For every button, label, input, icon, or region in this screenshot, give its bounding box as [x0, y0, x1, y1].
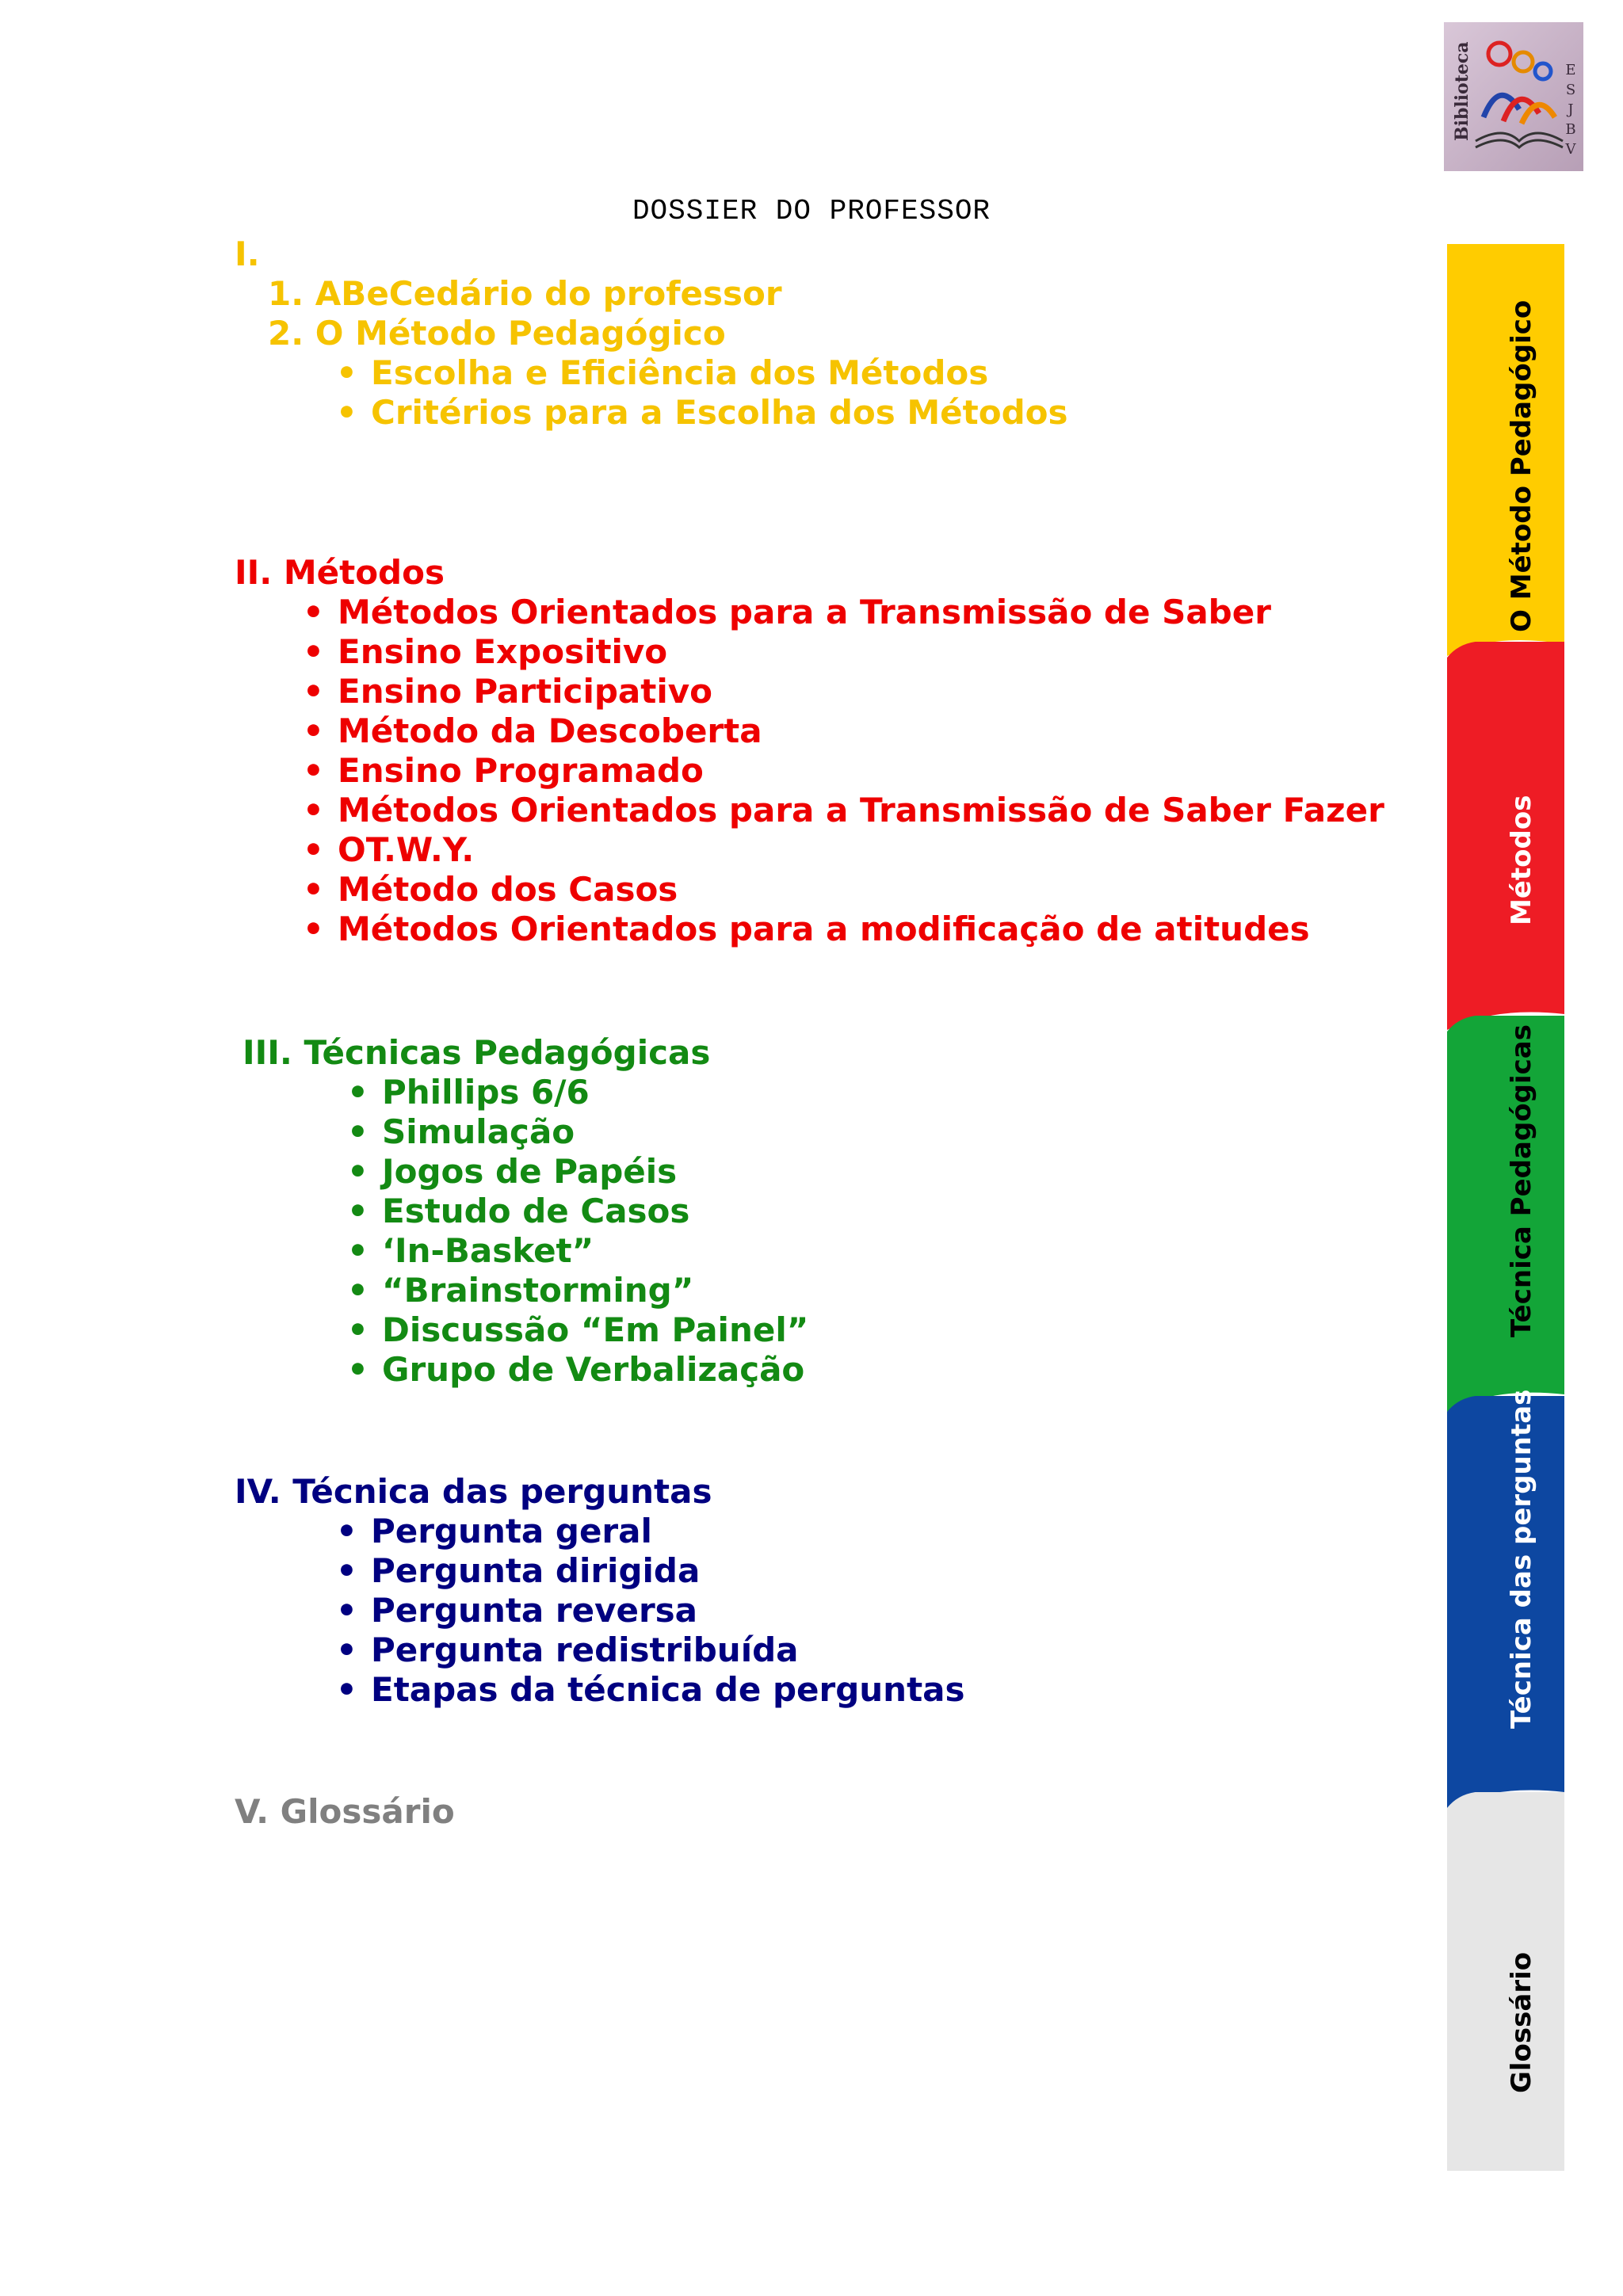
tab-label: Técnica Pedagógicas: [1506, 1024, 1537, 1337]
toc-item: • Pergunta redistribuída: [336, 1630, 799, 1669]
toc-item: • Método dos Casos: [303, 870, 678, 909]
toc-item: • Simulação: [347, 1112, 575, 1151]
tab-metodo-pedagogico[interactable]: [1447, 244, 1564, 656]
toc-item: • Métodos Orientados para a Transmissão de Saber Fazer: [303, 791, 1384, 830]
toc-item: • Ensino Programado: [303, 751, 704, 790]
tab-label: Glossário: [1506, 1951, 1537, 2093]
toc-item: • Jogos de Papéis: [347, 1152, 678, 1191]
toc-item: • Ensino Participativo: [303, 672, 712, 711]
toc-item: • “Brainstorming”: [347, 1271, 694, 1310]
document-title: DOSSIER DO PROFESSOR: [632, 195, 991, 227]
tab-label: O Método Pedagógico: [1506, 299, 1537, 632]
toc-item: • Ensino Expositivo: [303, 632, 668, 671]
section-5-heading: V. Glossário: [235, 1792, 455, 1831]
toc-item: • Phillips 6/6: [347, 1073, 590, 1112]
toc-item: • Escolha e Eficiência dos Métodos: [336, 353, 989, 392]
toc-item: • Pergunta geral: [336, 1512, 652, 1550]
toc-item: • Estudo de Casos: [347, 1192, 690, 1230]
toc-item: • Pergunta dirigida: [336, 1551, 701, 1590]
toc-item: • Métodos Orientados para a modificação de atitudes: [303, 910, 1310, 948]
toc-item: • ‘In-Basket”: [347, 1231, 594, 1270]
toc-item: • Método da Descoberta: [303, 711, 762, 750]
toc-item: 1. ABeCedário do professor: [268, 274, 782, 313]
tab-glossario[interactable]: [1447, 1792, 1564, 2171]
tab-metodos[interactable]: [1447, 642, 1564, 1030]
library-logo: [1444, 22, 1583, 171]
logo-letters: E S J B V: [1565, 62, 1576, 158]
tab-label: Métodos: [1506, 795, 1537, 925]
toc-item: • OT.W.Y.: [303, 830, 475, 869]
tab-tecnica-pedagogicas[interactable]: [1447, 1016, 1564, 1412]
toc-item: • Discussão “Em Painel”: [347, 1310, 809, 1349]
toc-item: • Grupo de Verbalização: [347, 1350, 805, 1389]
section-2-heading: II. Métodos: [235, 553, 445, 592]
section-3-heading: III. Técnicas Pedagógicas: [242, 1033, 711, 1072]
toc-item: 2. O Método Pedagógico: [268, 314, 726, 353]
toc-item: • Etapas da técnica de perguntas: [336, 1670, 965, 1709]
toc-item: • Pergunta reversa: [336, 1591, 698, 1630]
section-4-heading: IV. Técnica das perguntas: [235, 1472, 712, 1511]
toc-item: • Métodos Orientados para a Transmissão de Saber: [303, 593, 1271, 631]
tab-tecnica-perguntas[interactable]: [1447, 1389, 1564, 1808]
toc-item: • Critérios para a Escolha dos Métodos: [336, 393, 1068, 432]
section-1-heading: I.: [235, 235, 260, 273]
logo-text: Biblioteca: [1452, 41, 1472, 141]
tab-label: Técnica das perguntas: [1506, 1389, 1537, 1729]
